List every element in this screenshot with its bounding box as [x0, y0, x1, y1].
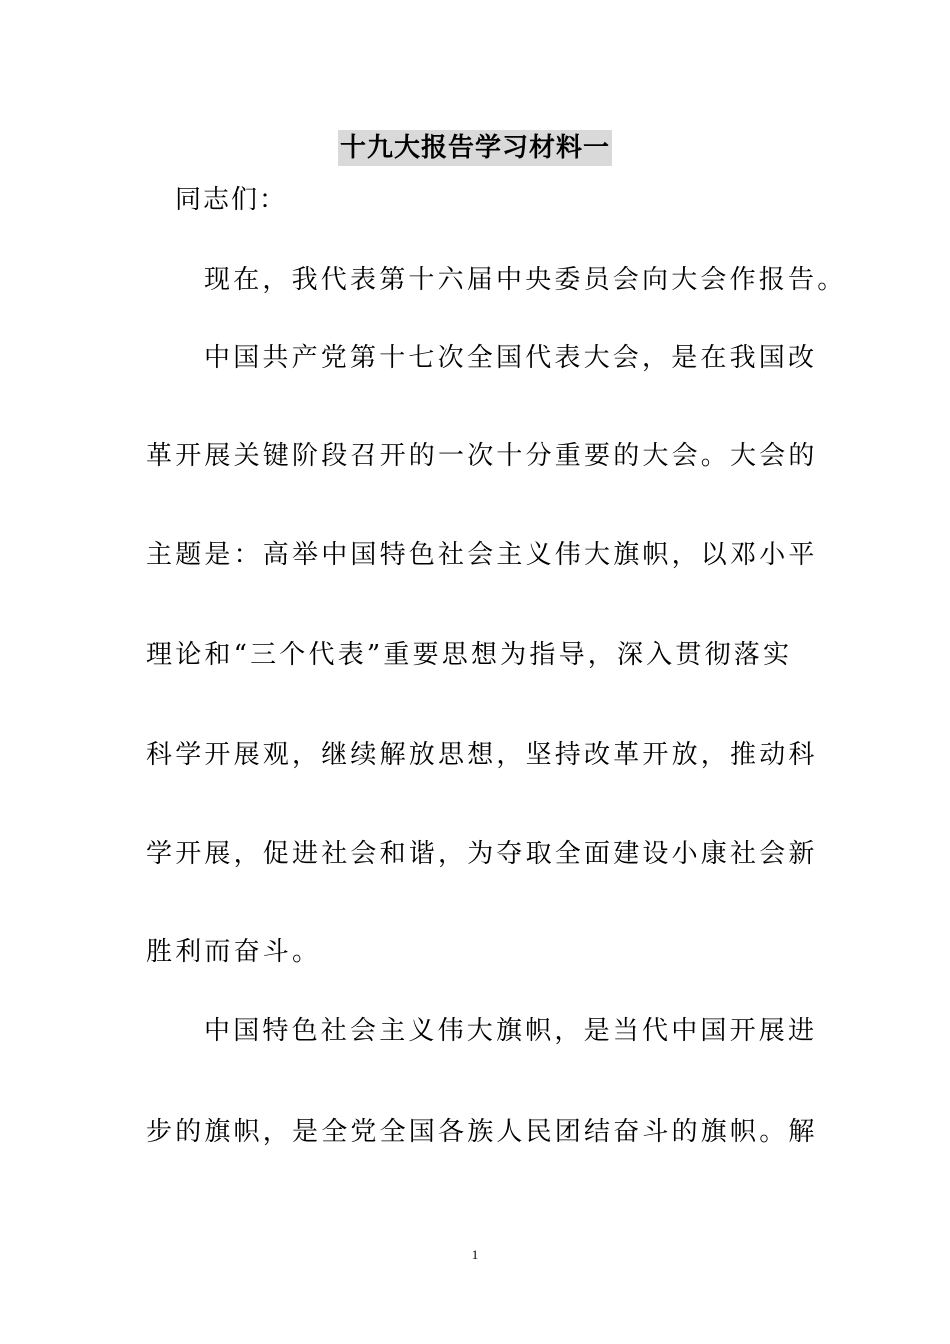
paragraph-line: 现在，我代表第十六届中央委员会向大会作报告。 [204, 265, 847, 295]
paragraph-line: 学开展，促进社会和谐，为夺取全面建设小康社会新 [146, 839, 818, 869]
page-number: 1 [471, 1247, 479, 1262]
paragraph-line: 中国特色社会主义伟大旗帜，是当代中国开展进 [204, 1016, 818, 1046]
title-container [0, 130, 950, 166]
document-title: 十九大报告学习材料一 [338, 130, 612, 166]
paragraph-line: 理论和“三个代表”重要思想为指导，深入贯彻落实 [146, 640, 793, 670]
paragraph-line: 胜利而奋斗。 [146, 937, 322, 967]
paragraph-line: 主题是：高举中国特色社会主义伟大旗帜，以邓小平 [146, 540, 818, 570]
paragraph-line: 步的旗帜，是全党全国各族人民团结奋斗的旗帜。解 [146, 1117, 818, 1147]
paragraph-line: 中国共产党第十七次全国代表大会，是在我国改 [204, 343, 818, 373]
paragraph-line: 科学开展观，继续解放思想，坚持改革开放，推动科 [146, 740, 818, 770]
paragraph-line: 革开展关键阶段召开的一次十分重要的大会。大会的 [146, 441, 818, 471]
salutation: 同志们： [175, 185, 288, 215]
